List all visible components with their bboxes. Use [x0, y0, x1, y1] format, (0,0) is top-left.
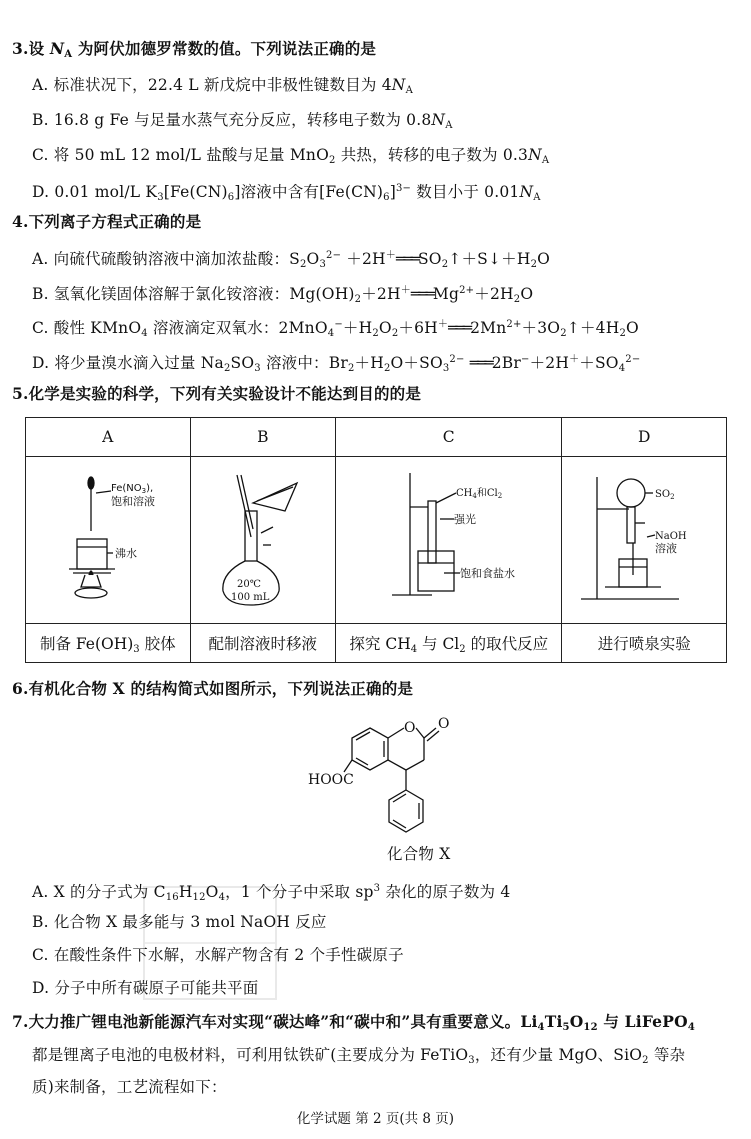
- svg-text:溶液: 溶液: [655, 542, 678, 555]
- colloid-apparatus-figure: [33, 463, 183, 613]
- svg-text:20℃: 20℃: [236, 579, 261, 590]
- q4-stem: 4.下列离子方程式正确的是: [12, 212, 202, 231]
- q6-stem: 6.有机化合物 X 的结构简式如图所示，下列说法正确的是: [12, 679, 414, 698]
- svg-text:O: O: [438, 716, 450, 732]
- volumetric-flask-figure: [193, 463, 333, 613]
- caption-d: 进行喷泉实验: [562, 624, 727, 663]
- svg-text:强光: 强光: [453, 513, 476, 526]
- q7-line-3: 质)来制备，工艺流程如下：: [32, 1078, 227, 1096]
- q6-option-b: B. 化合物 X 最多能与 3 mol NaOH 反应: [32, 913, 327, 931]
- svg-text:SO2: $SO_2$: [655, 489, 675, 501]
- caption-c: 探究 $CH_4$ 与 $Cl_2$ 的取代反应: [336, 624, 562, 663]
- q7-line-2: 都是锂离子电池的电极材料，可利用钛铁矿(主要成分为 FeTiO$_3$，还有少量 MgO、SiO$_2$ 等杂: [32, 1046, 686, 1066]
- q3-stem: 3.设 $N_A$ 为阿伏加德罗常数的值。下列说法正确的是: [12, 39, 377, 60]
- q4-option-d: D. 将少量溴水滴入过量 $Na_2SO_3$ 溶液中：$Br_2+H_2O+SO_3^{2-}$ $═══2Br^-+2H^++SO_4^{2-}$: [32, 354, 641, 374]
- q4-option-b: B. 氢氧化镁固体溶解于氯化铵溶液：$Mg(OH)_2+2H^+═══Mg^{2+}+2H_2O$: [32, 285, 534, 305]
- q6-option-d: D. 分子中所有碳原子可能共平面: [32, 979, 259, 997]
- caption-a: 制备 $Fe(OH)_3$ 胶体: [26, 624, 191, 663]
- q7-line-1: 7.大力推广锂电池新能源汽车对实现“碳达峰”和“碳中和”具有重要意义。$Li_4Ti_5O_{12}$ 与 LiFePO$_4$: [12, 1012, 695, 1033]
- caption-b: 配制溶液时移液: [190, 624, 336, 663]
- header-b: B: [190, 418, 336, 457]
- compound-x-caption: 化合物 X: [387, 845, 451, 863]
- q3-option-c: C. 将 50 mL 12 mol/L 盐酸与足量 MnO$_2$ 共热，转移的电子数为 $0.3N_A$: [32, 146, 550, 166]
- header-d: D: [562, 418, 727, 457]
- svg-text:100 mL: 100 mL: [230, 592, 270, 603]
- svg-text:饱和溶液: 饱和溶液: [110, 495, 155, 508]
- svg-text:HOOC: HOOC: [308, 772, 354, 788]
- q3-option-b: B. 16.8 g Fe 与足量水蒸气充分反应，转移电子数为 $0.8N_A$: [32, 111, 453, 131]
- page-footer: 化学试题 第 2 页(共 8 页): [296, 1111, 455, 1127]
- apparatus-d: [562, 457, 727, 624]
- q6-option-a: A. X 的分子式为 $C_{16}H_{12}O_4$，1 个分子中采取 $sp^3$ 杂化的原子数为 4: [32, 883, 511, 903]
- experiment-table: [25, 417, 727, 663]
- header-c: C: [336, 418, 562, 457]
- apparatus-b: [190, 457, 336, 624]
- q3-option-a: A. 标准状况下，22.4 L 新戊烷中非极性键数目为 $4N_A$: [32, 76, 413, 96]
- substitution-apparatus-figure: [344, 463, 554, 613]
- svg-text:Fe(NO3),: $Fe(NO_3)$,: [110, 483, 153, 495]
- svg-text:CH4和Cl2: $CH_4$和$Cl_2$: [455, 488, 502, 500]
- q5-stem: 5.化学是实验的科学，下列有关实验设计不能达到目的的是: [12, 384, 422, 403]
- apparatus-a: [26, 457, 191, 624]
- q3-option-d: D. 0.01 mol/L $K_3[Fe(CN)_6]$溶液中含有$[Fe(CN)_6]^{3-}$ 数目小于 $0.01N_A$: [32, 183, 541, 203]
- svg-text:O: O: [404, 720, 416, 736]
- svg-text:NaOH: NaOH: [655, 531, 687, 542]
- q4-option-a: A. 向硫代硫酸钠溶液中滴加浓盐酸：$S_2O_3^{2-}$ $+2H^+═══SO_2↑+S↓+H_2O$: [32, 250, 551, 270]
- header-a: A: [26, 418, 191, 457]
- svg-text:饱和食盐水: 饱和食盐水: [459, 567, 515, 580]
- apparatus-c: [336, 457, 562, 624]
- compound-x-structure: [300, 706, 470, 866]
- svg-text:沸水: 沸水: [114, 547, 137, 560]
- q6-option-c: C. 在酸性条件下水解，水解产物含有 2 个手性碳原子: [32, 946, 404, 964]
- fountain-apparatus-figure: [569, 463, 719, 613]
- q4-option-c: C. 酸性 KMnO$_4$ 溶液滴定双氧水：$2MnO_4^-+H_2O_2+6H^+═══2Mn^{2+}+3O_2↑+4H_2O$: [32, 319, 639, 339]
